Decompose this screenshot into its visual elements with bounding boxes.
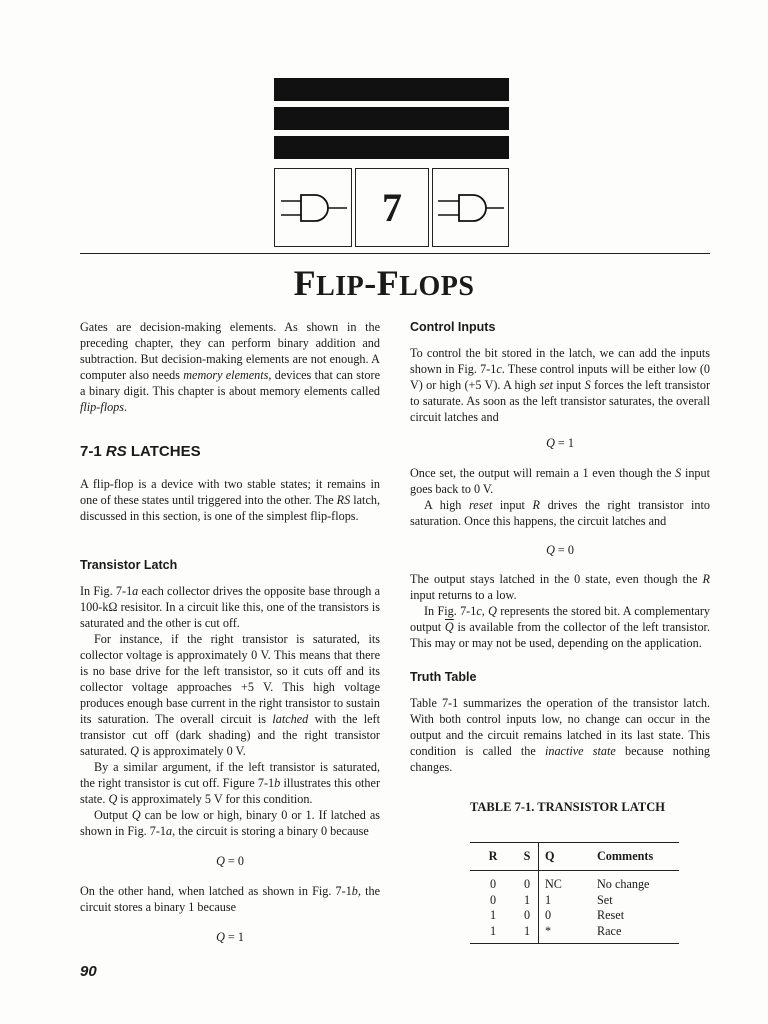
table-header: S (516, 843, 539, 871)
logo-box-left (274, 168, 352, 247)
intro-paragraph: Gates are decision-making elements. As shown in the preceding chapter, they can perform binary addition and subtraction. But decision-making elements are not enough. A computer also needs memory elements, devices that can store a binary digit. This chapter is about memory elements called flip-flops. (80, 320, 380, 414)
table-cell: NC (539, 871, 596, 893)
table-header: Comments (595, 843, 679, 871)
table-row (470, 871, 679, 893)
table-cell: 0 (523, 908, 531, 923)
transistor-latch-heading: Transistor Latch (80, 558, 178, 572)
chapter-rule (80, 253, 710, 254)
table-cell: * (539, 924, 596, 944)
truth-table-text: Table 7-1 summarizes the operation of the transistor latch. With both control inputs low, no change can occur in the output and the circuit remains latched in its last state. This condition is called the inactive state because nothing changes. (410, 696, 711, 774)
truth-table (470, 842, 679, 944)
table-cell: Reset (597, 908, 625, 923)
equation: Q = 1 (216, 930, 244, 944)
output-text: The output stays latched in the 0 state, even though the R input returns to a low. In Fig. 7-1c, Q represents the stored bit. A complementary output $\overline{Q}$ is available from the collector of the left transistor. This may or may not be used, depending on the application. (410, 572, 711, 650)
table-cell: 0 (523, 877, 531, 892)
latched-b-paragraph: On the other hand, when latched as shown in Fig. 7-1b, the circuit stores a binary 1 because (80, 884, 380, 914)
chapter-title: FLIP-FLOPS (293, 263, 475, 303)
header-bar (274, 78, 509, 101)
table-row (470, 908, 679, 924)
chapter-number: 7 (355, 168, 429, 247)
table-cell: 0 (539, 908, 596, 924)
table-header: Q (539, 843, 596, 871)
section-paragraph: A flip-flop is a device with two stable states; it remains in one of these states until triggered into the other. The RS latch, discussed in this section, is one of the simplest flip-flops. (80, 477, 380, 523)
table-cell: 0 (489, 877, 497, 892)
control-inputs-text: To control the bit stored in the latch, we can add the inputs shown in Fig. 7-1c. These control inputs will be either low (0 V) or high (+5 V). A high set input S forces the left transistor to saturate. As soon as the left transistor saturates, the overall circuit latches and (410, 346, 711, 424)
equation: Q = 0 (216, 854, 244, 868)
table-cell: Set (597, 892, 613, 907)
table-title: TABLE 7-1. TRANSISTOR LATCH (470, 800, 665, 814)
and-gate-icon (275, 169, 353, 248)
table-header: R (470, 843, 516, 871)
table-cell: 1 (516, 924, 539, 944)
and-gate-icon (433, 169, 510, 248)
transistor-latch-text: In Fig. 7-1a each collector drives the opposite base through a 100-kΩ resisitor. In a circuit like this, one of the transistors is saturated and the other is cut off. For instance, if the right transistor is saturated, its collector voltage is approximately 0 V. This means that there is no base drive for the left transistor, so it cuts off and its collector voltage approaches +5 V. This high voltage produces enough base current in the right transistor to sustain its saturation. The overall circuit is latched with the left transistor cut off (dark shading) and the right transistor saturated. Q is approximately 0 V. By a similar argument, if the left transistor is saturated, the right transistor is cut off. Figure 7-1b illustrates this other state. Q is approximately 5 V for this condition. Output Q can be low or high, binary 0 or 1. If latched as shown in Fig. 7-1a, the circuit is storing a binary 0 because (80, 584, 381, 838)
table-cell: 1 (470, 924, 516, 944)
table-cell: 1 (523, 892, 531, 907)
section-heading: 7-1 RS LATCHES (80, 443, 201, 460)
header-bar (274, 136, 509, 159)
header-bar (274, 107, 509, 130)
page-number: 90 (80, 963, 97, 980)
table-cell: 1 (539, 893, 596, 909)
truth-table-heading: Truth Table (410, 670, 477, 684)
logo-box-right (432, 168, 509, 247)
equation: Q = 1 (546, 436, 574, 450)
equation: Q = 0 (546, 543, 574, 557)
set-reset-text: Once set, the output will remain a 1 even though the S input goes back to 0 V. A high reset input R drives the right transistor into saturation. Once this happens, the circuit latches and (410, 466, 711, 528)
table-cell: 1 (489, 908, 497, 923)
table-row (470, 924, 679, 944)
table-cell: Race (595, 924, 679, 944)
control-inputs-heading: Control Inputs (410, 320, 496, 334)
table-cell: 0 (489, 892, 497, 907)
table-header-row (470, 843, 679, 871)
table-row (470, 893, 679, 909)
table-cell: No change (597, 877, 650, 892)
